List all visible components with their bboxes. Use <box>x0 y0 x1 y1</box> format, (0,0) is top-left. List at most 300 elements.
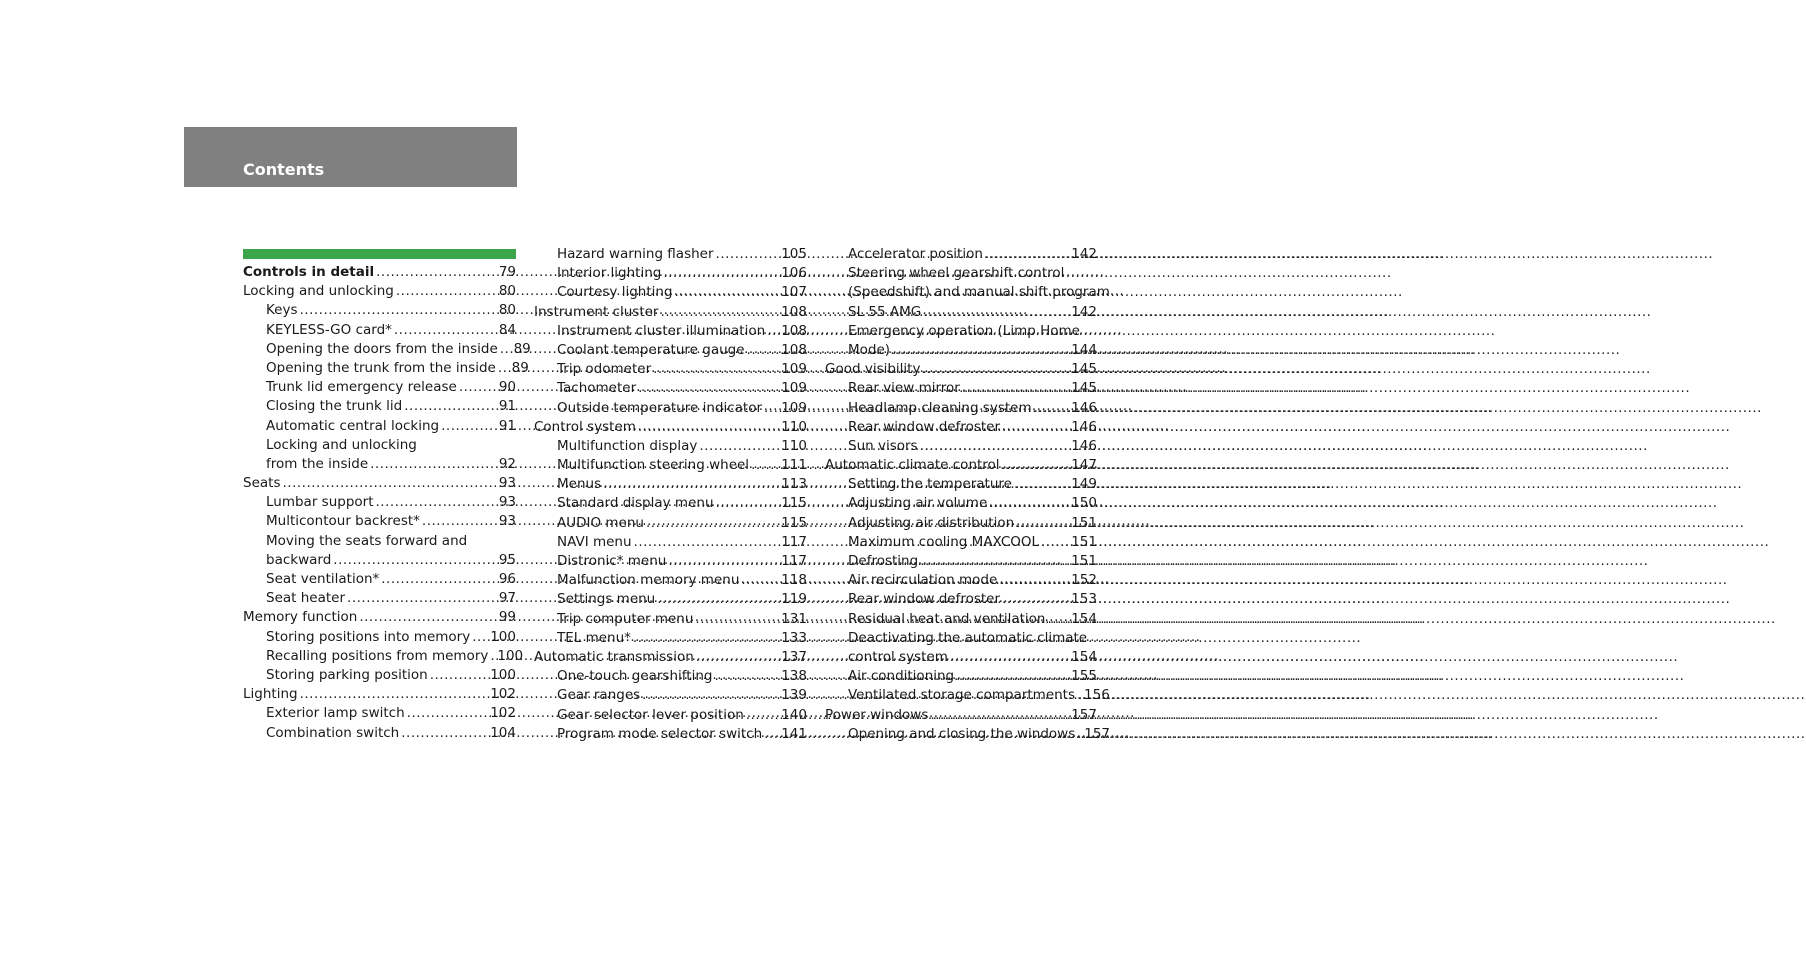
toc-entry[interactable] <box>243 378 516 397</box>
toc-entry[interactable] <box>825 533 1097 552</box>
toc-entry[interactable] <box>243 532 516 551</box>
toc-leader-dots <box>404 397 489 416</box>
toc-leader-dots <box>747 341 779 360</box>
toc-page-number: 153 <box>1071 591 1097 608</box>
toc-entry[interactable] <box>534 360 807 379</box>
toc-page-number: 79 <box>498 264 516 280</box>
toc-entry[interactable] <box>243 282 516 301</box>
toc-page-number: 113 <box>781 476 807 493</box>
toc-entry[interactable] <box>825 514 1097 533</box>
toc-entry-title: Coolant temperature gauge <box>557 341 745 358</box>
toc-page-number: 90 <box>498 379 516 396</box>
section-accent-bar <box>243 249 516 259</box>
toc-page-number: 110 <box>781 418 807 435</box>
toc-page-number: 146 <box>1071 418 1097 435</box>
toc-page-number: 108 <box>781 341 807 358</box>
toc-entry[interactable] <box>825 283 1110 302</box>
toc-leader-dots <box>985 245 1068 264</box>
toc-entry[interactable] <box>534 418 807 437</box>
toc-entry-title: Rear window defroster <box>848 591 1001 608</box>
toc-page-number: 95 <box>498 551 516 568</box>
toc-page-number: 84 <box>498 321 516 338</box>
toc-entry-title: Locking and unlocking <box>266 436 417 453</box>
toc-page-number: 93 <box>498 494 516 511</box>
toc-entry[interactable] <box>534 283 807 302</box>
toc-page-number: 118 <box>781 572 807 589</box>
toc-page-number: 117 <box>781 533 807 550</box>
toc-entry[interactable] <box>534 648 807 667</box>
toc-entry-title: Seats <box>243 475 281 492</box>
toc-page-number: 157 <box>1071 706 1097 723</box>
toc-entry-title: (Speedshift) and manual shift program <box>848 284 1110 301</box>
toc-entry[interactable] <box>534 341 807 360</box>
toc-page-number: 97 <box>498 590 516 607</box>
toc-entry-title: Air recirculation mode <box>848 572 998 589</box>
toc-leader-dots <box>923 303 1068 322</box>
toc-entry-title: Settings menu <box>557 591 656 608</box>
toc-entry[interactable] <box>825 571 1097 590</box>
toc-entry-title: Opening and closing the windows <box>848 725 1076 742</box>
toc-entry-title: Outside temperature indicator <box>557 399 762 416</box>
toc-entry[interactable] <box>534 686 807 705</box>
toc-entry[interactable] <box>825 686 1110 705</box>
toc-leader-dots <box>1002 590 1068 609</box>
toc-leader-dots <box>430 666 488 685</box>
toc-page-number: 146 <box>1071 399 1097 416</box>
toc-entry-title: Memory function <box>243 609 358 626</box>
toc-leader-dots <box>920 437 1069 456</box>
toc-page-number: 151 <box>1071 533 1097 550</box>
toc-leader-dots <box>716 245 779 264</box>
toc-entry[interactable] <box>534 303 807 322</box>
toc-entry[interactable] <box>534 379 807 398</box>
toc-page-number: 154 <box>1071 648 1097 665</box>
toc-page-number: 149 <box>1071 476 1097 493</box>
toc-entry-title: Gear selector lever position <box>557 706 744 723</box>
toc-leader-dots <box>500 340 504 359</box>
toc-leader-dots <box>695 610 778 629</box>
toc-page-number: 89 <box>513 340 531 357</box>
toc-entry[interactable] <box>243 340 531 359</box>
toc-page-number: 155 <box>1071 668 1097 685</box>
toc-leader-dots <box>472 628 487 647</box>
toc-entry[interactable] <box>534 533 807 552</box>
toc-entry[interactable] <box>825 456 1097 475</box>
toc-entry[interactable] <box>825 629 1097 648</box>
toc-entry[interactable] <box>243 417 516 436</box>
toc-entry-title: Trip odometer <box>557 361 652 378</box>
toc-leader-dots <box>1048 610 1069 629</box>
toc-entry-title: Power windows <box>825 706 929 723</box>
toc-entry[interactable] <box>534 322 807 341</box>
toc-leader-dots <box>668 552 778 571</box>
toc-page-number: 100 <box>490 628 516 645</box>
toc-entry[interactable] <box>825 399 1097 418</box>
toc-entry-title: Storing parking position <box>266 666 428 683</box>
toc-page-number: 109 <box>781 399 807 416</box>
toc-entry[interactable] <box>534 610 807 629</box>
toc-entry[interactable] <box>825 610 1097 629</box>
toc-page-number: 145 <box>1071 361 1097 378</box>
toc-page-number: 100 <box>497 647 524 664</box>
toc-entry-title: control system <box>848 648 948 665</box>
toc-leader-dots <box>376 493 489 512</box>
toc-leader-dots <box>922 360 1068 379</box>
toc-entry[interactable] <box>243 474 516 493</box>
toc-leader-dots <box>1077 725 1081 744</box>
toc-page-number: 108 <box>781 322 807 339</box>
toc-page-number: 151 <box>1071 553 1097 569</box>
toc-entry-title: Opening the doors from the inside <box>266 340 498 357</box>
toc-entry[interactable] <box>243 493 516 512</box>
toc-page-number: 105 <box>781 246 807 262</box>
toc-entry-title: Trunk lid emergency release <box>266 379 457 396</box>
toc-page-number: 140 <box>781 706 807 723</box>
toc-page-number: 108 <box>781 303 807 320</box>
toc-entry-title: Hazard warning flasher <box>557 246 714 262</box>
toc-entry[interactable] <box>825 303 1097 322</box>
toc-entry-title: Setting the temperature <box>848 476 1012 493</box>
toc-entry-title: Maximum cooling MAXCOOL <box>848 533 1040 550</box>
toc-leader-dots <box>347 589 489 608</box>
toc-entry-title: Adjusting air distribution <box>848 514 1015 531</box>
toc-entry[interactable] <box>243 301 516 320</box>
toc-entry-title: Automatic transmission <box>534 648 694 665</box>
toc-entry-title: Gear ranges <box>557 687 641 704</box>
toc-entry[interactable] <box>825 418 1097 437</box>
toc-page-number: 106 <box>781 265 807 282</box>
toc-entry-title: Storing positions into memory <box>266 628 471 645</box>
toc-page-number: 99 <box>498 609 516 626</box>
toc-leader-dots <box>741 571 778 590</box>
toc-page-number: 142 <box>1071 303 1097 320</box>
toc-page-number: 131 <box>781 610 807 627</box>
toc-page-number: 139 <box>781 687 807 704</box>
toc-entry-title: Residual heat and ventilation <box>848 610 1046 627</box>
toc-entry-title: Rear view mirror <box>848 380 960 397</box>
toc-page-number: 102 <box>490 705 516 722</box>
toc-entry[interactable] <box>243 724 516 743</box>
toc-page-number: 110 <box>781 437 807 454</box>
toc-page-number: 92 <box>498 455 516 472</box>
toc-entry-title: Multicontour backrest* <box>266 513 420 530</box>
toc-page-number: 154 <box>1071 610 1097 627</box>
toc-leader-dots <box>422 512 489 531</box>
toc-entry[interactable] <box>534 667 807 686</box>
toc-leader-dots <box>892 341 1068 360</box>
toc-leader-dots <box>300 685 488 704</box>
toc-page-number: 157 <box>1084 725 1111 742</box>
toc-leader-dots <box>359 608 489 627</box>
toc-entry[interactable] <box>825 264 1097 283</box>
toc-leader-dots <box>638 379 778 398</box>
toc-page-number: 142 <box>1071 246 1097 262</box>
toc-entry-title: Interior lighting <box>557 265 662 282</box>
toc-leader-dots <box>401 724 487 743</box>
toc-page-number: 119 <box>781 591 807 608</box>
toc-page-number: 100 <box>490 666 516 683</box>
toc-entry-title: Trip computer menu <box>557 610 694 627</box>
toc-leader-dots <box>660 303 778 322</box>
toc-entry-title: Standard display menu <box>557 495 714 512</box>
toc-entry[interactable] <box>825 706 1097 725</box>
toc-entry-title: Multifunction display <box>557 437 698 454</box>
toc-page-number: 107 <box>781 284 807 301</box>
toc-entry-title: Control system <box>534 418 636 435</box>
toc-leader-dots <box>653 360 778 379</box>
toc-leader-dots <box>407 704 488 723</box>
toc-entry-title: Malfunction memory menu <box>557 572 740 589</box>
toc-entry-title: TEL menu* <box>557 629 631 646</box>
toc-leader-dots <box>1002 418 1068 437</box>
toc-entry-title: Ventilated storage compartments <box>848 687 1076 704</box>
toc-page-number: 137 <box>781 648 807 665</box>
toc-entry[interactable] <box>534 571 807 590</box>
toc-leader-dots <box>638 418 778 437</box>
toc-entry[interactable] <box>243 647 524 666</box>
toc-page-number: 141 <box>781 725 807 742</box>
toc-entry[interactable] <box>534 590 807 609</box>
toc-leader-dots <box>767 322 778 341</box>
toc-entry-title: Multifunction steering wheel <box>557 457 750 474</box>
toc-entry[interactable] <box>534 245 807 264</box>
toc-page-number: 115 <box>781 514 807 531</box>
toc-entry[interactable] <box>534 706 807 725</box>
toc-entry-title: Emergency operation (Limp Home <box>848 322 1080 339</box>
toc-entry-title: One-touch gearshifting <box>557 668 713 685</box>
toc-entry-title: Mode) <box>848 341 891 358</box>
toc-entry-title: from the inside <box>266 455 369 472</box>
toc-leader-dots <box>394 321 489 340</box>
toc-entry-title: Keys <box>266 302 298 319</box>
toc-entry[interactable] <box>825 341 1097 360</box>
toc-leader-dots <box>751 456 778 475</box>
toc-entry-title: Deactivating the automatic climate <box>848 629 1088 646</box>
toc-entry[interactable] <box>825 667 1097 686</box>
toc-leader-dots <box>764 399 778 418</box>
toc-entry[interactable] <box>534 264 807 283</box>
toc-entry[interactable] <box>825 360 1097 379</box>
toc-entry[interactable] <box>243 608 516 627</box>
toc-entry[interactable] <box>534 456 807 475</box>
toc-leader-dots <box>381 570 489 589</box>
toc-page-number: 109 <box>781 361 807 378</box>
toc-entry-title: Instrument cluster <box>534 303 659 320</box>
toc-page-number: 151 <box>1071 514 1097 531</box>
toc-entry[interactable] <box>825 322 1097 341</box>
toc-page-number: 150 <box>1071 495 1097 512</box>
toc-entry-title: Air conditioning <box>848 668 955 685</box>
toc-leader-dots <box>696 648 778 667</box>
toc-leader-dots <box>646 514 778 533</box>
toc-leader-dots <box>1041 533 1068 552</box>
toc-leader-dots <box>498 359 502 378</box>
toc-page-number: 93 <box>498 475 516 492</box>
toc-leader-dots <box>675 283 779 302</box>
toc-entry[interactable] <box>243 628 516 647</box>
toc-entry-title: Accelerator position <box>848 246 983 262</box>
toc-leader-dots <box>370 455 489 474</box>
toc-page-number: 111 <box>781 457 807 474</box>
toc-entry-title: Exterior lamp switch <box>266 705 405 722</box>
toc-page-number: 117 <box>781 553 807 569</box>
toc-leader-dots <box>1002 456 1069 475</box>
toc-entry-title: Recalling positions from memory <box>266 647 489 664</box>
toc-leader-dots <box>764 725 778 744</box>
toc-entry-title: Seat heater <box>266 590 346 607</box>
toc-page-number: 93 <box>498 513 516 530</box>
toc-entry[interactable] <box>534 437 807 456</box>
toc-leader-dots <box>603 475 778 494</box>
toc-leader-dots <box>300 301 489 320</box>
toc-entry[interactable] <box>825 494 1097 513</box>
toc-entry-title: Closing the trunk lid <box>266 398 403 415</box>
toc-leader-dots <box>642 686 778 705</box>
toc-entry[interactable] <box>534 725 807 744</box>
toc-entry[interactable] <box>534 475 807 494</box>
toc-leader-dots <box>376 263 489 282</box>
toc-entry[interactable] <box>825 379 1097 398</box>
toc-entry-title: Controls in detail <box>243 264 375 280</box>
toc-entry[interactable] <box>825 437 1097 456</box>
toc-entry-title: Lumbar support <box>266 494 374 511</box>
toc-leader-dots <box>1034 399 1069 418</box>
toc-entry-title: Moving the seats forward and <box>266 532 468 549</box>
toc-leader-dots <box>663 264 778 283</box>
toc-entry[interactable] <box>534 494 807 513</box>
toc-page-number: 133 <box>781 629 807 646</box>
toc-entry[interactable] <box>825 648 1097 667</box>
toc-entry-title: Tachometer <box>557 380 637 397</box>
toc-page-number: 115 <box>781 495 807 512</box>
toc-leader-dots <box>962 379 1068 398</box>
toc-entry[interactable] <box>243 589 516 608</box>
page-title: Contents <box>243 160 325 179</box>
toc-page-number: 147 <box>1071 457 1097 474</box>
toc-leader-dots <box>716 494 779 513</box>
toc-page-number: 138 <box>781 668 807 685</box>
toc-entry[interactable] <box>825 552 1097 571</box>
toc-entry[interactable] <box>243 263 516 282</box>
toc-entry-title: Distronic* menu <box>557 553 667 569</box>
toc-entry-title: Lighting <box>243 686 298 703</box>
toc-page-number: 91 <box>498 417 516 434</box>
toc-leader-dots <box>930 706 1068 725</box>
toc-page-number: 146 <box>1071 437 1097 454</box>
toc-entry[interactable] <box>825 245 1097 264</box>
toc-entry[interactable] <box>243 321 516 340</box>
toc-entry[interactable] <box>825 590 1097 609</box>
toc-entry[interactable] <box>534 514 807 533</box>
toc-entry-title: Courtesy lighting <box>557 284 673 301</box>
toc-page-number: 145 <box>1071 380 1097 397</box>
toc-page-number: 144 <box>1071 341 1097 358</box>
toc-page-number: 104 <box>490 724 516 741</box>
toc-entry[interactable] <box>243 359 529 378</box>
toc-entry-title: Combination switch <box>266 724 400 741</box>
toc-leader-dots <box>634 533 779 552</box>
toc-entry[interactable] <box>243 570 516 589</box>
toc-entry-title: Defrosting <box>848 553 919 569</box>
header-banner <box>184 127 517 187</box>
toc-leader-dots <box>714 667 778 686</box>
toc-leader-dots <box>490 647 494 666</box>
toc-leader-dots <box>699 437 778 456</box>
toc-page-number: 109 <box>781 380 807 397</box>
toc-entry[interactable] <box>243 436 516 455</box>
toc-leader-dots <box>1077 686 1081 705</box>
toc-entry[interactable] <box>243 512 516 531</box>
toc-entry-title: Menus <box>557 476 602 493</box>
toc-entry[interactable] <box>534 552 807 571</box>
toc-entry[interactable] <box>825 725 1111 744</box>
toc-column-3 <box>825 245 1111 744</box>
toc-page-number: 80 <box>498 283 516 300</box>
toc-entry-title: AUDIO menu <box>557 514 644 531</box>
toc-entry[interactable] <box>534 629 807 648</box>
toc-entry-title: Locking and unlocking <box>243 283 394 300</box>
toc-entry[interactable] <box>243 704 516 723</box>
toc-leader-dots <box>920 552 1068 571</box>
toc-entry[interactable] <box>243 685 516 704</box>
toc-entry[interactable] <box>243 397 516 416</box>
toc-entry-title: Instrument cluster illumination <box>557 322 766 339</box>
toc-page-number: 96 <box>498 571 516 587</box>
toc-entry[interactable] <box>825 475 1097 494</box>
toc-leader-dots <box>441 417 489 436</box>
toc-leader-dots <box>396 282 489 301</box>
toc-leader-dots <box>459 378 489 397</box>
toc-leader-dots <box>333 551 489 570</box>
toc-leader-dots <box>657 590 778 609</box>
toc-page-number: 102 <box>490 686 516 703</box>
toc-entry-title: Automatic climate control <box>825 457 1000 474</box>
toc-leader-dots <box>746 706 778 725</box>
toc-entry-title: SL 55 AMG <box>848 303 922 320</box>
toc-entry-title: Seat ventilation* <box>266 571 380 587</box>
toc-entry-title: Headlamp cleaning system <box>848 399 1032 416</box>
toc-entry[interactable] <box>243 455 516 474</box>
toc-leader-dots <box>956 667 1068 686</box>
toc-page-number: 89 <box>511 359 529 376</box>
toc-column-2 <box>534 245 807 744</box>
toc-page-number: 156 <box>1084 687 1110 704</box>
toc-entry[interactable] <box>243 551 516 570</box>
toc-entry-title: Steering wheel gearshift control <box>848 265 1065 282</box>
toc-entry-title: NAVI menu <box>557 533 632 550</box>
toc-page-number: 152 <box>1071 572 1097 589</box>
toc-entry-title: Program mode selector switch <box>557 725 763 742</box>
toc-page-number: 91 <box>498 398 516 415</box>
toc-entry-title: Rear window defroster <box>848 418 1001 435</box>
toc-entry[interactable] <box>534 399 807 418</box>
toc-entry-title: backward <box>266 551 332 568</box>
toc-entry-title: Opening the trunk from the inside <box>266 359 496 376</box>
toc-leader-dots <box>282 474 489 493</box>
toc-leader-dots <box>989 494 1068 513</box>
toc-leader-dots <box>950 648 1068 667</box>
toc-entry-title: Good visibility <box>825 361 921 378</box>
toc-entry-title: Sun visors <box>848 437 918 454</box>
toc-leader-dots <box>999 571 1068 590</box>
toc-entry-title: Adjusting air volume <box>848 495 988 512</box>
toc-page-number: 80 <box>498 302 516 319</box>
toc-entry-title: KEYLESS-GO card* <box>266 321 392 338</box>
toc-leader-dots <box>1014 475 1068 494</box>
toc-entry-title: Automatic central locking <box>266 417 440 434</box>
toc-leader-dots <box>1016 514 1068 533</box>
toc-entry[interactable] <box>243 666 516 685</box>
